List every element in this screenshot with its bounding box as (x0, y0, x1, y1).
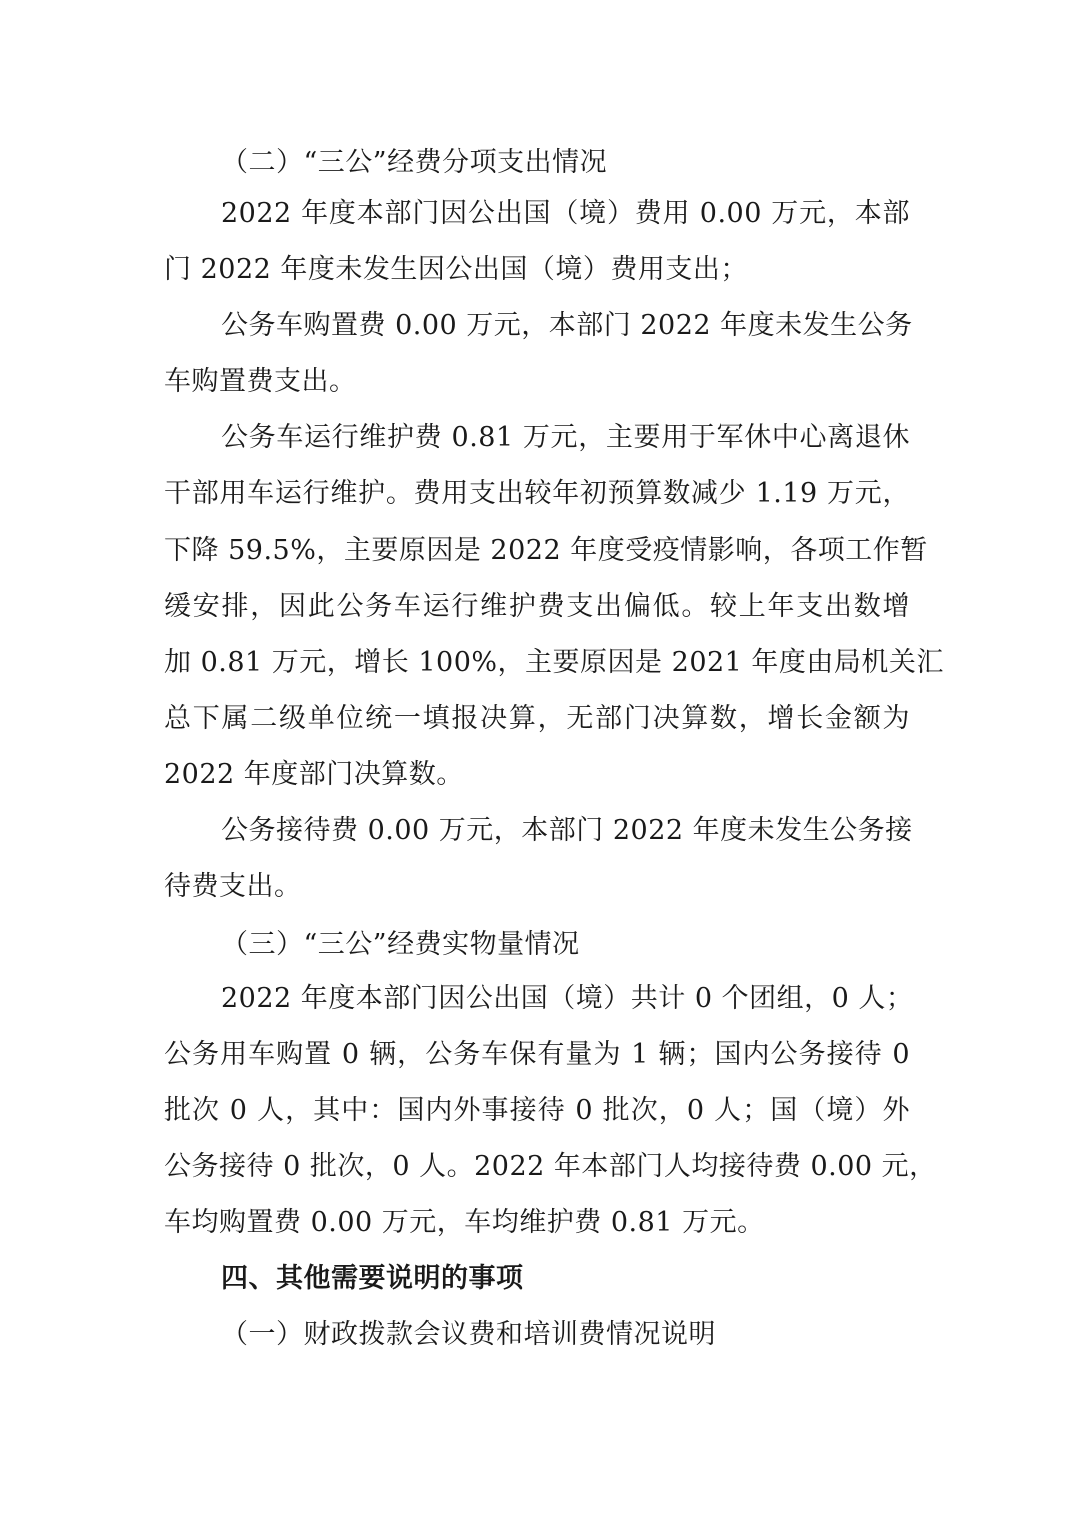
paragraph-line: 总下属二级单位统一填报决算，无部门决算数，增长金额为 (164, 703, 910, 734)
paragraph-line: 下降 59.5%，主要原因是 2022 年度受疫情影响，各项工作暂 (164, 535, 928, 566)
paragraph-line: 批次 0 人，其中：国内外事接待 0 批次，0 人；国（境）外 (164, 1095, 910, 1126)
paragraph-line: 车购置费支出。 (164, 366, 357, 397)
paragraph-line: 公务接待费 0.00 万元，本部门 2022 年度未发生公务接 (221, 815, 913, 846)
paragraph-line: 公务车运行维护费 0.81 万元，主要用于军休中心离退休 (221, 422, 910, 453)
paragraph-line: 2022 年度本部门因公出国（境）费用 0.00 万元，本部 (221, 198, 910, 229)
paragraph-line: 加 0.81 万元，增长 100%，主要原因是 2021 年度由局机关汇 (164, 647, 944, 678)
paragraph-line: 公务接待 0 批次，0 人。2022 年本部门人均接待费 0.00 元， (164, 1151, 937, 1182)
paragraph-line: 门 2022 年度未发生因公出国（境）费用支出； (164, 254, 748, 285)
paragraph-line: 待费支出。 (164, 871, 302, 902)
section-heading-2: （二）“三公”经费分项支出情况 (221, 147, 608, 178)
paragraph-line: 缓安排，因此公务车运行维护费支出偏低。较上年支出数增 (164, 591, 910, 622)
subsection-heading-4-1: （一）财政拨款会议费和培训费情况说明 (221, 1319, 716, 1350)
paragraph-line: 干部用车运行维护。费用支出较年初预算数减少 1.19 万元， (164, 478, 910, 509)
paragraph-line: 公务用车购置 0 辆，公务车保有量为 1 辆；国内公务接待 0 (164, 1039, 910, 1070)
paragraph-line: 公务车购置费 0.00 万元，本部门 2022 年度未发生公务 (221, 310, 913, 341)
paragraph-line: 2022 年度本部门因公出国（境）共计 0 个团组，0 人； (221, 983, 914, 1014)
paragraph-line: 车均购置费 0.00 万元，车均维护费 0.81 万元。 (164, 1207, 765, 1238)
part-heading-4: 四、其他需要说明的事项 (221, 1263, 524, 1294)
paragraph-line: 2022 年度部门决算数。 (164, 759, 464, 790)
section-heading-3: （三）“三公”经费实物量情况 (221, 929, 580, 960)
